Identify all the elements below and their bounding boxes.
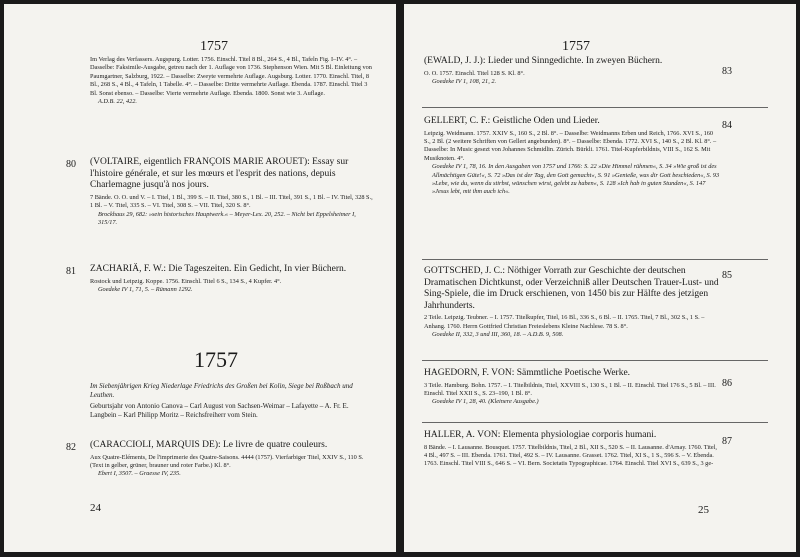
entry-number: 81	[66, 266, 76, 277]
entry-84	[424, 116, 720, 197]
entry-reference: A.D.B. 22, 422.	[98, 98, 138, 106]
entry-81	[90, 264, 376, 294]
entry-description: O. O. 1757. Einschl. Titel 128 S. Kl. 8°.	[424, 69, 525, 77]
entry-description: Im Verlag des Verfassers. Augspurg. Lotter. 1756. Einschl. Titel 8 Bl., 264 S., 4 Bl., Tafeln Fig. I–IV. 4°. – Dasselbe: Faksimile-Ausgabe, getreu nach der 1. Auflage von 1736. Stephenson Wien. Mit 5 Bl. Einleitung von Paumgartner, Salzburg, 1922. – Dasselbe: Zweyte vermehrte Auflage. Augsburg. Lotter. 1770. Einschl. Titel, 8 Bl., 268 S., 4 Bl., 4 Tafeln, 1 Tabelle. 4°. – Dasselbe: Dritte vermehrte Auflage. Ebenda. 1787. Einschl. Titel 3 Bl. Sonst ebenso. – Dasselbe: Vierte vermehrte Auflage. Ebenda. 1800. Sonst wie 3. Auflage.	[90, 56, 372, 97]
entry-80	[90, 157, 376, 227]
entry-title: GOTTSCHED, J. C.: Nöthiger Vorrath zur Geschichte der deutschen Dramatischen Dichtkunst, oder Verzeichniß aller Deutschen Trauer-Lust- und Sing-Spiele, die im Druck erschienen, von 1450 bis zur Hälfte des jetzigen Jahrhunderts.	[424, 266, 719, 311]
entry-reference: Goedeke IV 1, 28, 40. (Kleinere Ausgabe.)	[432, 398, 539, 406]
entry-description: Leipzig. Weidmann. 1757. XXIV S., 160 S., 2 Bl. 8°. – Dasselbe: Weidmanns Erben und Reich, 1766. XVI S., 160 S., 2 Bl. (2 weitere Schriften von Gellert angebunden). 8°. – Dasselbe: Ebenda. 1772. XVI S., 140 S., 2 Bl. Kl. 8°. – Dasselbe: In Music gesezt von Johannes Schmidlin. Zürich. Bürkli. 1761. Titel-Kupferbildnis, VIII S., 162 S. Mit Musiknoten. 4°.	[424, 129, 717, 162]
entry-reference: Goedeke IV 1, 78, 16. In den Ausgaben von 1757 und 1766: S. 22 »Die Himmel rühmen«, S. 34 »Wie groß ist des Allmächtigen Güte!«, S. 72 »Das ist der Tag, den Gott gemacht«, S. 91 »Genieße, was dir Gott beschieden«, S. 93 »Lebe, wie du, wenn du stirbst, wünschen wirst, gelebt zu haben«, S. 128 »Ich hab in guten Stunden«, S. 147 »Jesus lebt, mit ihm auch ich«.	[432, 163, 720, 196]
entry-number: 87	[722, 436, 732, 447]
left-page	[4, 4, 396, 552]
entry-description: 7 Bände. O. O. und V. – I. Titel, 1 Bl., 399 S. – II. Titel, 380 S., 1 Bl. – III. Titel, 391 S., 1 Bl. – IV. Titel, 328 S., 1 Bl. – V. Titel, 335 S. – VI. Titel, 308 S. – VII. Titel, 320 S. 8°.	[90, 193, 373, 210]
entry-title: HAGEDORN, F. VON: Sämmtliche Poetische Werke.	[424, 368, 631, 378]
right-page	[404, 4, 796, 552]
entry-87	[424, 430, 720, 469]
entry-reference: Goedeke IV 1, 108, 21, 2.	[432, 78, 497, 85]
running-header: 1757	[562, 39, 590, 54]
page-number: 25	[698, 504, 709, 516]
entry-85	[424, 266, 720, 340]
entry-separator	[422, 259, 768, 260]
running-header: 1757	[200, 39, 228, 54]
entry-number: 85	[722, 270, 732, 281]
entry-reference: Brockhaus 29, 682: »sein historisches Hauptwerk.« – Meyer-Lex. 20, 252. – Nicht bei Eppelsheimer I, 315/17.	[98, 210, 356, 226]
entry-reference: Ebert I, 3507. – Graesse IV, 235.	[98, 470, 181, 478]
entry-description: Aux Quatre-Eléments, De l'imprimerie des Quatre-Saisons. 4444 (1757). Vierfarbiger Titel, XXIV S., 110 S. (Text in gelber, grüner, brauner und roter Farbe.) Kl. 8°.	[90, 453, 364, 469]
entry-86	[424, 368, 720, 407]
entry-description: 8 Bände. – I. Lausanne. Bousquet. 1757. Titelbildnis, Titel, 2 Bl., XII S., 520 S. – II. Lausanne. d'Arnay. 1760. Titel, 4 Bl., 497 S. – III. Ebenda. 1761. Titel, 492 S. – IV. Lausanne. Grasset. 1762. Titel, XI S., 1 S., 596 S. – V. Ebenda. 1763. Einschl. Titel VIII S., 646 S. – VI. Bern. Societatis Typographicae. 1764. Einschl. Titel XVI S., 639 S., 3 ge-	[424, 443, 718, 468]
entry-separator	[422, 360, 768, 361]
entry-reference: Goedeke IV 1, 71, 5. – Rümann 1292.	[98, 286, 193, 293]
entry-number: 84	[722, 120, 732, 131]
entry-separator	[422, 107, 768, 108]
entry-number: 83	[722, 66, 732, 77]
year-heading: 1757	[194, 347, 238, 372]
entry-title: (EWALD, J. J.): Lieder und Sinngedichte. In zweyen Büchern.	[424, 56, 663, 66]
entry-reference: Goedeke II, 332, 3 und III, 360, 18. – A.D.B. 9, 508.	[432, 331, 564, 339]
entry-title: ZACHARIÄ, F. W.: Die Tageszeiten. Ein Gedicht, In vier Büchern.	[90, 264, 347, 274]
entry-number: 80	[66, 159, 76, 170]
entry-description: 2 Teile. Leipzig. Teubner. – I. 1757. Titelkupfer, Titel, 16 Bl., 336 S., 6 Bl. – II. 1765. Titel, 7 Bl., 302 S., 1 S. – Anhang. 1760. Herrn Gottfried Christian Freieslebens Kleine Nachlese. 78 S. 8°.	[424, 314, 705, 330]
entry-description: Rostock und Leipzig. Koppe. 1756. Einschl. Titel 6 S., 134 S., 4 Kupfer. 4°.	[90, 277, 282, 285]
continued-entry	[90, 54, 372, 106]
entry-title: (CARACCIOLI, MARQUIS DE): Le livre de quatre couleurs.	[90, 440, 328, 450]
entry-number: 86	[722, 378, 732, 389]
entry-number: 82	[66, 442, 76, 453]
entry-83	[424, 56, 706, 86]
entry-title: (VOLTAIRE, eigentlich FRANÇOIS MARIE AROUET): Essay sur l'histoire générale, et sur les mœurs et l'esprit des nations, depuis Charlemagne jusqu'à nos jours.	[90, 157, 349, 191]
page-number: 24	[90, 502, 101, 514]
entry-description: 3 Teile. Hamburg. Bohn. 1757. – I. Titelbildnis, Titel, XXVIII S., 130 S., 1 Bl. – II. Einschl. Titel 176 S., 5 Bl. – III. Einschl. Titel XXII S., S. 23–190, 1 Bl. 8°.	[424, 381, 716, 397]
birth-years: Geburtsjahr von Antonio Canova – Carl August von Sachsen-Weimar – Lafayette – A. Fr. E. Langbein – Karl Philipp Moritz – Reichsfreiherr vom Stein.	[90, 402, 349, 419]
historical-events: Im Siebenjährigen Krieg Niederlage Friedrichs des Großen bei Kolin, Siege bei Roßbach und Leuthen.	[90, 382, 353, 399]
entry-title: GELLERT, C. F.: Geistliche Oden und Lieder.	[424, 116, 600, 126]
entry-title: HALLER, A. VON: Elementa physiologiae corporis humani.	[424, 430, 657, 440]
entry-separator	[422, 422, 768, 423]
entry-82	[90, 440, 376, 479]
